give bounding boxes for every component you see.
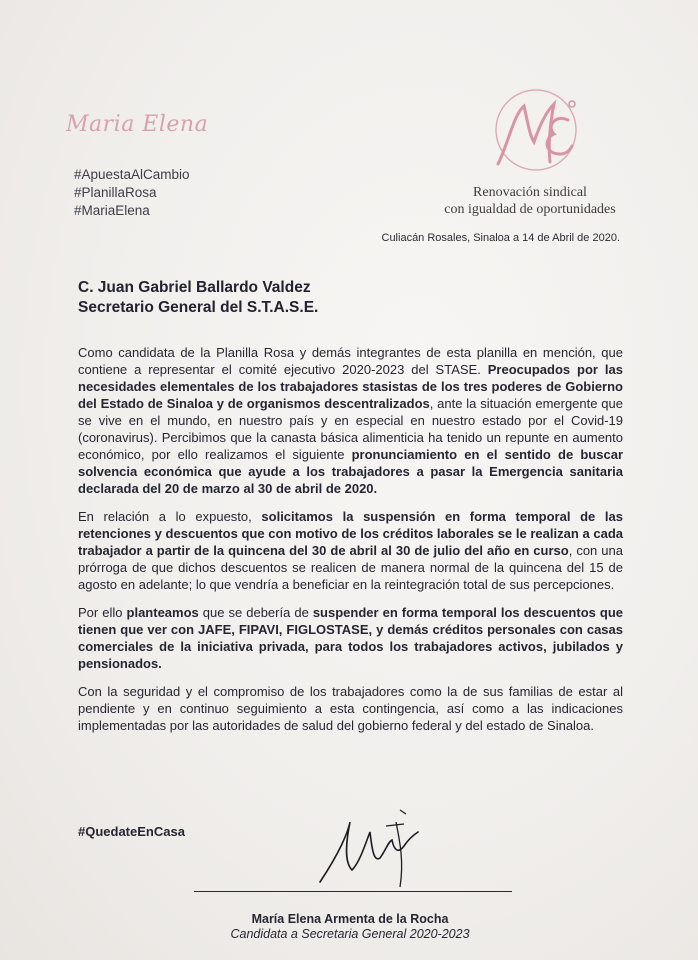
signer-name: María Elena Armenta de la Rocha [251, 912, 449, 926]
paragraph [78, 344, 623, 497]
letter-body [78, 344, 623, 745]
text-run: que se debería de [198, 605, 313, 620]
paragraph [78, 683, 623, 734]
hashtag-list [74, 166, 190, 220]
handwritten-signature [300, 792, 450, 902]
logo-tagline [420, 184, 640, 218]
signer-role: Candidata a Secretaria General 2020-2023 [230, 927, 470, 941]
bold-run: pronunciamiento en el sentido de buscar solvencia económica que ayude a los trabajadores a pasar la Emergencia sanitaria declarada del 20 de marzo al 30 de abril de 2020. [78, 447, 624, 496]
hashtag: #MariaElena [74, 203, 150, 218]
signature-line [194, 891, 512, 892]
text-run: , con una prórroga de que dichos descuentos se realicen de manera normal de la quincena del 15 de agosto en adelante; lo que vendría a beneficiar en la reintegración total de sus percepciones. [78, 543, 623, 592]
closing-hashtag: #QuedateEnCasa [78, 824, 185, 839]
bold-run: solicitamos la suspensión en forma temporal de las retenciones y descuentos que con motivo de los créditos laborales se le realizan a cada trabajador a partir de la quincena del 30 de abril al 30 de julio del año en curso [78, 509, 623, 558]
tagline-line: con igualdad de oportunidades [444, 202, 616, 217]
recipient-block [78, 278, 318, 318]
paragraph [78, 508, 623, 593]
hashtag: #PlanillaRosa [74, 185, 157, 200]
text-run: En relación a lo expuesto, [78, 509, 262, 524]
tagline-line: Renovación sindical [473, 185, 587, 200]
text-run: Como candidata de la Planilla Rosa y demás integrantes de esta planilla en mención, que contiene a representar el comité ejecutivo 2020-2023 del STASE. [78, 345, 623, 377]
hashtag: #ApuestaAlCambio [74, 167, 190, 182]
paragraph [78, 604, 623, 672]
script-signature-logo: Maria Elena [66, 112, 209, 137]
bold-run: suspender en forma temporal los descuentos que tienen que ver con JAFE, FIPAVI, FIGLOSTASE, y demás créditos personales con casas comerciales de la iniciativa privada, para todos los trabajadores activos, jubilados y pensionados. [78, 605, 623, 671]
text-run: Con la seguridad y el compromiso de los trabajadores como la de sus familias de estar al pendiente y en continuo seguimiento a esta contingencia, así como a las indicaciones implementadas por las autoridades de salud del gobierno federal y del estado de Sinaloa. [78, 684, 623, 733]
signer-block [180, 912, 520, 942]
text-run: Por ello [78, 605, 127, 620]
me-monogram-logo [484, 84, 584, 184]
text-run: , ante la situación emergente que se vive en el mundo, en nuestro país y en especial en nuestro estado por el Covid-19 (coronavirus). Percibimos que la canasta básica alimenticia ha tenido un repunte en aumento económico, por ello realizamos el siguiente [78, 396, 623, 462]
recipient-name: C. Juan Gabriel Ballardo Valdez [78, 279, 311, 296]
bold-run: planteamos [126, 605, 199, 620]
letter-date: Culiacán Rosales, Sinaloa a 14 de Abril de 2020. [381, 232, 620, 244]
bold-run: Preocupados por las necesidades elementales de los trabajadores stasistas de los tres poderes de Gobierno del Estado de Sinaloa y de organismos descentralizados [78, 362, 623, 411]
recipient-title: Secretario General del S.T.A.S.E. [78, 299, 319, 316]
